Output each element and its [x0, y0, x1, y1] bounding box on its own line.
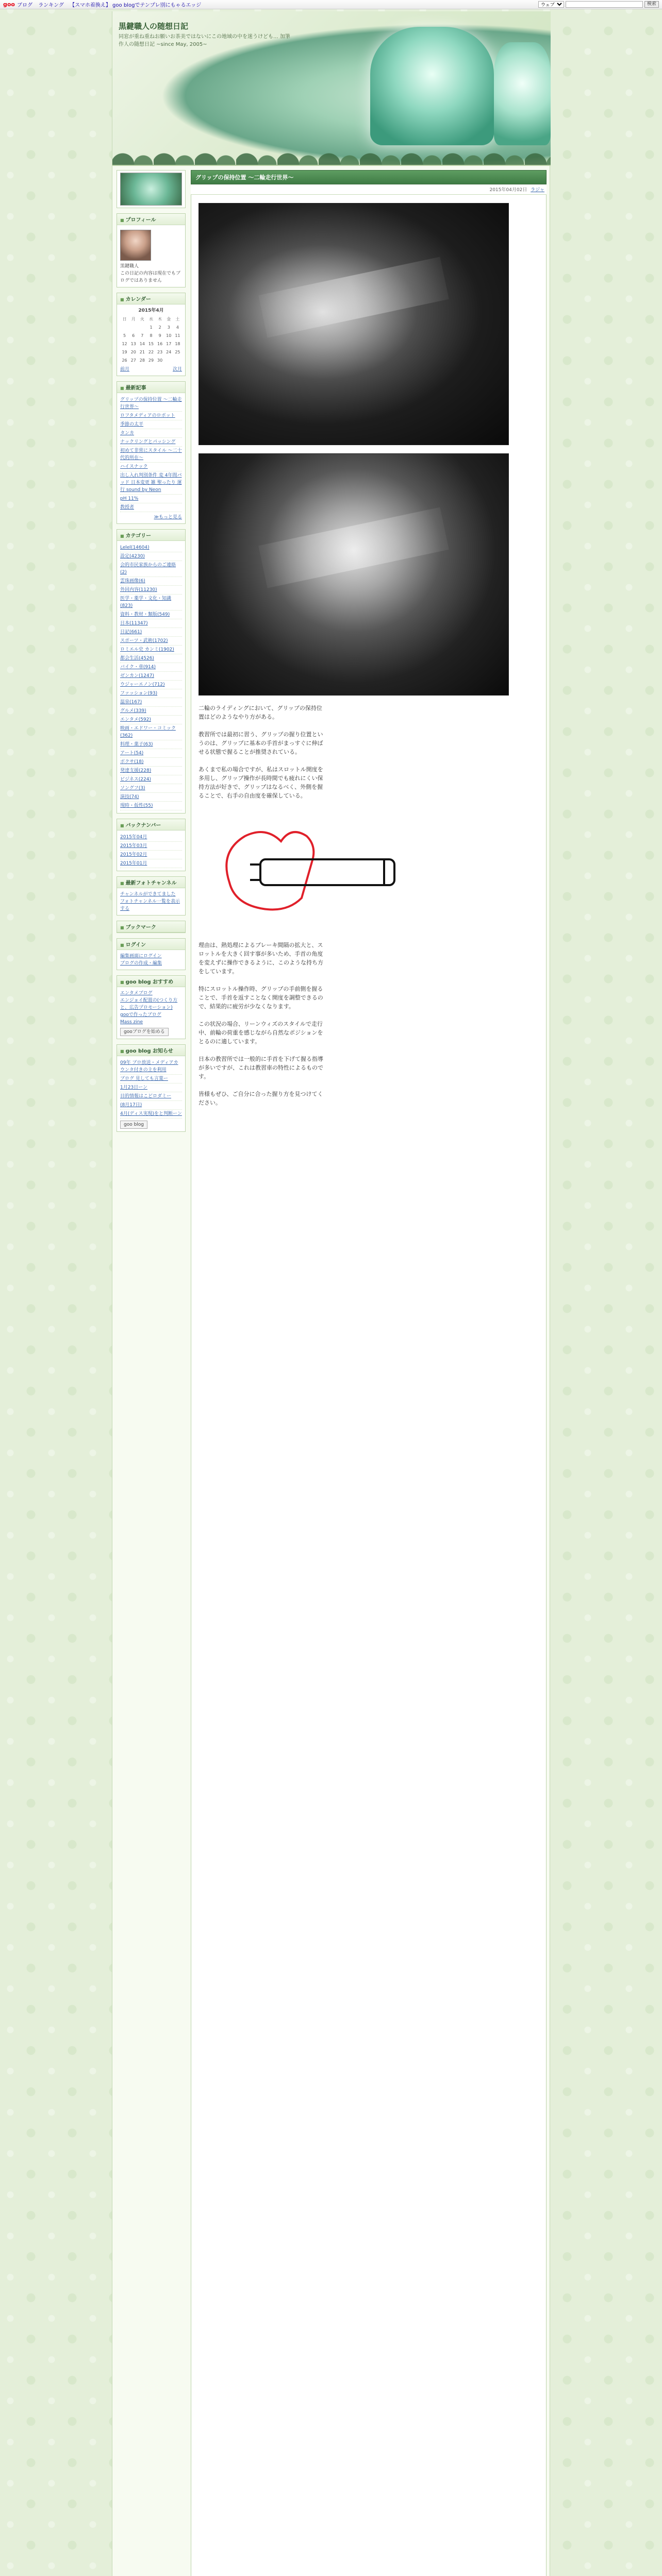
category-item[interactable]: ソングフ(3) [120, 784, 182, 793]
entry-paragraph: 教習所では最初に習う、グリップの握り位置というのは、グリップに基本の手首がまっすぐに伸ばせる状態で握ることが推奨されている。 [198, 731, 323, 755]
blog-title[interactable]: 黒鍵職人の随想日記 [119, 22, 189, 31]
category-item[interactable]: ウジャーエノン(712) [120, 681, 182, 689]
backnumber-item[interactable]: 2015年03月 [120, 842, 182, 851]
profile-heading: ■ プロフィール [117, 214, 185, 225]
category-item[interactable]: エンタメ(592) [120, 716, 182, 724]
category-item[interactable]: 雲珠画像(6) [120, 577, 182, 586]
category-item[interactable]: 演技(74) [120, 793, 182, 802]
calendar-heading: ■ カレンダー [117, 293, 185, 304]
backnumber-item[interactable]: 2015年04月 [120, 833, 182, 842]
entry-paragraph: この状況の場合、リーンウィズのスタイルで走行中、前輪の荷重を感じながら自然なポジションをとるのに適しています。 [198, 1021, 323, 1045]
calendar-day[interactable]: 16 [157, 342, 163, 346]
grip-sketch-image [198, 810, 420, 929]
recent-post-item[interactable]: 季節の太平 [120, 420, 182, 429]
entry-text-1 [198, 704, 327, 800]
header-image-glass [370, 27, 494, 145]
header-lace-decoration [112, 129, 551, 165]
entry-photo-gloves-1[interactable] [198, 203, 509, 445]
calendar-day[interactable]: 4 [176, 325, 179, 330]
goo-logo[interactable]: goo [3, 1, 15, 8]
calendar-day[interactable]: 25 [175, 350, 180, 354]
notice-item[interactable]: ブログ 見しても言葉ー [120, 1075, 182, 1083]
entry-paragraph: 理由は、熱処理によるブレーキ間隔の拡大と、スロットルを大きく回す事が多いため、手首の角度を変えずに操作できるように、このような持ち方をしています。 [198, 942, 323, 975]
category-item[interactable]: 資料・教材・類版(549) [120, 611, 182, 619]
profile-text: この日記の内容は現在でもブログではありません [120, 271, 181, 283]
blog-header [112, 11, 551, 166]
category-item[interactable]: 都会生活(4526) [120, 654, 182, 663]
goo-blog-footer-logo[interactable]: goo blog [120, 1121, 147, 1129]
calendar-weekday: 木 [158, 317, 162, 321]
sidebar-thumbnail-image[interactable] [120, 173, 182, 206]
calendar-day[interactable]: 1 [150, 325, 153, 330]
recent-post-item[interactable]: ナックリングとパッシング [120, 438, 182, 447]
category-item[interactable]: 設定(4230) [120, 552, 182, 561]
category-item[interactable]: 現時・仮性(55) [120, 802, 182, 810]
categories-heading: ■ カテゴリー [117, 530, 185, 541]
category-item[interactable]: ファッション(93) [120, 689, 182, 698]
calendar-day[interactable] [138, 324, 146, 332]
bookmark-heading: ■ ブックマーク [117, 921, 185, 933]
calendar-box [117, 293, 186, 376]
login-heading: ■ ログイン [117, 939, 185, 950]
notice-item[interactable]: 1月23日ーン [120, 1083, 182, 1092]
calendar-day[interactable] [120, 324, 129, 332]
recent-post-item[interactable]: ロフタメディアのロボット [120, 412, 182, 420]
calendar-day[interactable]: 21 [139, 350, 145, 354]
recent-post-item[interactable]: タンカ [120, 429, 182, 438]
calendar-day[interactable]: 11 [175, 333, 180, 338]
recent-post-item[interactable]: グリップの保持位置 〜二輪走行世界〜 [120, 396, 182, 412]
entry-paragraph: 日本の教習所では一般的に手首を下げて握る指導が多いですが、これは教習車の特性によるものです。 [198, 1056, 323, 1080]
calendar-weekday: 土 [175, 317, 180, 321]
recommend-link-2[interactable]: エンジョイ配置の(つくり方と、広告プロモーション) [120, 998, 178, 1010]
calendar-day[interactable]: 26 [122, 358, 127, 363]
calendar-day[interactable]: 29 [148, 358, 154, 363]
entry-title[interactable]: グリップの保持位置 〜二輪走行世界〜 [191, 170, 547, 184]
categories-box [117, 529, 186, 814]
recent-more-link[interactable]: ≫もっと見る [154, 515, 182, 520]
channel-link-1[interactable]: チャンネルができてました [120, 892, 176, 897]
recommend-link-1[interactable]: エンタメブログ [120, 991, 153, 996]
recommend-heading: ■ goo blog おすすめ [117, 976, 185, 987]
recommend-link-3[interactable]: gooで作ったブログ [120, 1012, 161, 1018]
bookmark-box [117, 921, 186, 933]
category-item[interactable]: ゼンカン(1247) [120, 672, 182, 681]
calendar-day[interactable]: 22 [148, 350, 154, 354]
category-item[interactable]: グルメ(339) [120, 707, 182, 716]
toolbar-link-template[interactable]: 【スマホ着換え】 goo blogでテンプレ別にもゃるエッジ [70, 3, 202, 8]
notice-item[interactable]: (8月17日) [120, 1101, 182, 1110]
blog-page [112, 11, 550, 2576]
category-item[interactable]: ロミエル史 カンミ(1902) [120, 646, 182, 654]
calendar-day[interactable]: 12 [122, 342, 127, 346]
calendar-day[interactable]: 20 [130, 350, 136, 354]
recommend-link-4[interactable]: Mass zine [120, 1020, 143, 1025]
recent-post-item[interactable]: pH 11% [120, 495, 182, 503]
entry-meta [191, 184, 547, 195]
notice-box [117, 1044, 186, 1132]
profile-box [117, 213, 186, 287]
toolbar-links [17, 1, 205, 8]
recent-posts-box [117, 381, 186, 524]
calendar-day[interactable]: 14 [139, 342, 145, 346]
calendar-day[interactable]: 6 [132, 333, 135, 338]
category-item[interactable]: 日記(661) [120, 628, 182, 637]
backnumber-item[interactable]: 2015年01月 [120, 859, 182, 868]
recent-posts-list [120, 396, 182, 512]
recent-post-item[interactable]: 出し入れ判別条件 変 4年間パッド 日本変更 雑 聖ったり 運行 sound by Neon [120, 471, 182, 495]
entry-paragraph: 二輪のライディングにおいて、グリップの保持位置はどのようなやり方がある。 [198, 705, 322, 720]
sidebar-thumbnail-box [117, 170, 186, 208]
category-item[interactable]: バイク・車(914) [120, 663, 182, 672]
entry-paragraph: 皆様もぜひ、ご自分に合った握り方を見つけてください。 [198, 1091, 323, 1106]
notice-item[interactable]: 4月(ディス実現)をと判断ーン [120, 1110, 182, 1118]
entry-date: 2015年04月02日 [489, 188, 527, 193]
notice-item[interactable]: 09年 ブロ放送・メディアカウンタ付きの主を利用 [120, 1059, 182, 1075]
login-link-create[interactable]: ブログの作成・編集 [120, 961, 162, 966]
calendar-day[interactable]: 15 [148, 342, 154, 346]
calendar-day[interactable] [129, 324, 138, 332]
calendar-day[interactable]: 17 [166, 342, 172, 346]
category-item[interactable]: 映画・エドワー・コミック(362) [120, 724, 182, 740]
category-item[interactable]: 医学・薬学・文化・知識(823) [120, 595, 182, 611]
search-button[interactable]: 検索 [644, 1, 659, 8]
notice-item[interactable]: 目的情報はこどロダミー [120, 1092, 182, 1101]
category-item[interactable]: 外回内容(11230) [120, 586, 182, 595]
channel-link-2[interactable]: フォトチャンネル一覧を表示する [120, 899, 180, 911]
calendar-month: 2015年4月 [138, 308, 164, 313]
calendar-day[interactable]: 23 [157, 350, 163, 354]
goo-toolbar [0, 0, 662, 9]
photo-channel-heading: ■ 最新フォトチャンネル [117, 877, 185, 888]
calendar-day[interactable]: 5 [123, 333, 126, 338]
category-item[interactable]: ビジネス(224) [120, 775, 182, 784]
calendar-day[interactable]: 27 [130, 358, 136, 363]
recent-post-item[interactable]: ハイスナック [120, 463, 182, 471]
calendar-day[interactable]: 2 [158, 325, 161, 330]
calendar-day[interactable]: 28 [139, 358, 145, 363]
blog-description: 同窓が重ね重ねお願いお茶美ではないにこの地域の中を迷うけども... 加筆作人の随想日記 ~since May, 2005~ [119, 34, 290, 47]
calendar-weekday: 火 [140, 317, 144, 321]
search-input[interactable] [566, 1, 643, 8]
search-scope-select[interactable] [538, 1, 564, 8]
calendar-day[interactable] [164, 357, 173, 365]
calendar-weekday: 水 [148, 317, 153, 321]
backnumber-item[interactable]: 2015年02月 [120, 851, 182, 859]
recent-post-item[interactable]: 初めて非常にスタイル 〜二十代的所在〜 [120, 447, 182, 463]
entry-photo-gloves-2[interactable] [198, 453, 509, 696]
backnumber-list [120, 833, 182, 868]
calendar-day[interactable]: 24 [166, 350, 172, 354]
calendar-day[interactable]: 9 [158, 333, 161, 338]
entry-paragraph: あくまで私の場合ですが、私はスロットル開度を多用し、グリップ操作が長時間でも疲れにくい保持方法が好きで、グリップはなるべく、外側を握ることで、右手の自由度を確保している。 [198, 766, 323, 799]
calendar-day[interactable]: 19 [122, 350, 127, 354]
login-box [117, 938, 186, 970]
toolbar-link-ranking[interactable]: ランキング [38, 3, 64, 8]
entry-category-link[interactable]: ラジャ [531, 188, 544, 193]
category-item[interactable]: 発達支援(228) [120, 767, 182, 775]
start-blog-button[interactable]: gooブログを始める [120, 1028, 169, 1036]
recent-posts-heading: ■ 最新記事 [117, 382, 185, 393]
calendar-day[interactable]: 8 [150, 333, 153, 338]
entry-paragraph: 特にスロットル操作時、グリップの手前側を握ることで、手首を返すことなく開度を調整できるので、結果的に疲労が少なくなります。 [198, 986, 323, 1010]
calendar-day[interactable] [173, 357, 182, 365]
recent-post-item[interactable]: 教授者 [120, 503, 182, 512]
entry-body [191, 195, 547, 2576]
entry-text-2 [198, 941, 327, 1107]
calendar-next-link[interactable]: 次月 [172, 367, 182, 372]
calendar-day[interactable]: 30 [157, 358, 163, 363]
content-area [112, 166, 551, 2576]
profile-name: 黒鍵職人 [120, 264, 139, 269]
main-column [191, 170, 547, 2576]
category-item[interactable]: アート(54) [120, 749, 182, 758]
calendar-day[interactable]: 7 [141, 333, 144, 338]
calendar-weekday: 金 [167, 317, 171, 321]
backnumber-box [117, 819, 186, 871]
category-item[interactable]: 料理・菓子(63) [120, 740, 182, 749]
calendar-day[interactable]: 18 [175, 342, 180, 346]
calendar-day[interactable]: 10 [166, 333, 172, 338]
backnumber-heading: ■ バックナンバー [117, 819, 185, 831]
notice-list [120, 1059, 182, 1118]
category-item[interactable]: 日本(11347) [120, 619, 182, 628]
category-item[interactable]: Lelel(14604) [120, 544, 182, 552]
calendar-weekday: 日 [122, 317, 127, 321]
calendar-day[interactable]: 13 [130, 342, 136, 346]
categories-list [120, 544, 182, 810]
calendar-prev-link[interactable]: 前月 [120, 367, 130, 372]
category-item[interactable]: 会的市民家族からのご連絡(2) [120, 561, 182, 577]
calendar-table [120, 315, 182, 365]
calendar-day[interactable]: 3 [167, 325, 170, 330]
calendar-weekday: 月 [131, 317, 136, 321]
category-item[interactable]: 温泉(167) [120, 698, 182, 707]
toolbar-search [537, 1, 659, 8]
recommend-box [117, 975, 186, 1039]
photo-channel-box [117, 876, 186, 916]
category-item[interactable]: スポーツ・武術(1702) [120, 637, 182, 646]
sidebar [117, 170, 186, 2576]
toolbar-link-blog[interactable]: ブログ [17, 3, 32, 8]
notice-heading: ■ goo blog お知らせ [117, 1045, 185, 1056]
avatar[interactable] [120, 230, 151, 261]
login-link-edit[interactable]: 編集画面にログイン [120, 954, 162, 959]
category-item[interactable]: ボクサ(18) [120, 758, 182, 767]
